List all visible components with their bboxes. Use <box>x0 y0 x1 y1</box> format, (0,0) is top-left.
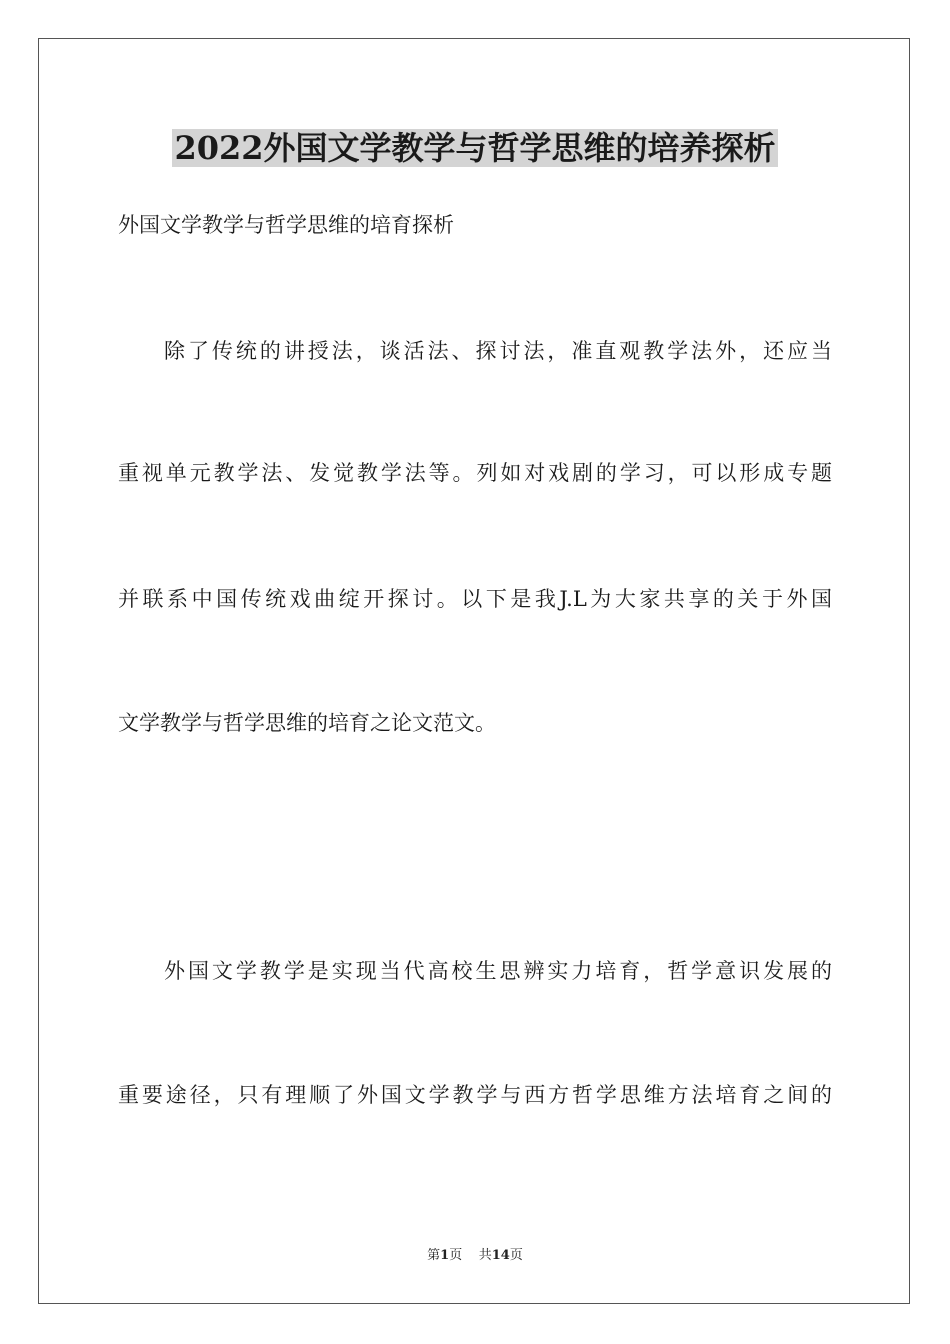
page-footer <box>0 1247 950 1265</box>
page-suffix: 页 <box>449 1248 463 1263</box>
document-title <box>0 124 950 172</box>
document-title-text: 2022外国文学教学与哲学思维的培养探析 <box>174 129 776 167</box>
paragraph-line: 重视单元教学法、发觉教学法等。列如对戏剧的学习，可以形成专题 <box>118 461 832 485</box>
document-subtitle: 外国文学教学与哲学思维的培育探析 <box>118 213 454 237</box>
paragraph-line: 重要途径，只有理顺了外国文学教学与西方哲学思维方法培育之间的 <box>118 1083 832 1107</box>
paragraph-line: 并联系中国传统戏曲绽开探讨。以下是我J.L为大家共享的关于外国 <box>118 587 832 611</box>
total-suffix: 页 <box>509 1248 523 1263</box>
total-pages-number: 14 <box>491 1248 510 1263</box>
page-prefix: 第 <box>427 1248 441 1263</box>
total-prefix: 共 <box>478 1248 492 1263</box>
current-page-number: 1 <box>440 1248 450 1263</box>
paragraph-line: 外国文学教学是实现当代高校生思辨实力培育，哲学意识发展的 <box>164 959 832 983</box>
paragraph-line: 除了传统的讲授法，谈活法、探讨法，准直观教学法外，还应当 <box>164 339 832 363</box>
paragraph-line: 文学教学与哲学思维的培育之论文范文。 <box>118 711 496 735</box>
